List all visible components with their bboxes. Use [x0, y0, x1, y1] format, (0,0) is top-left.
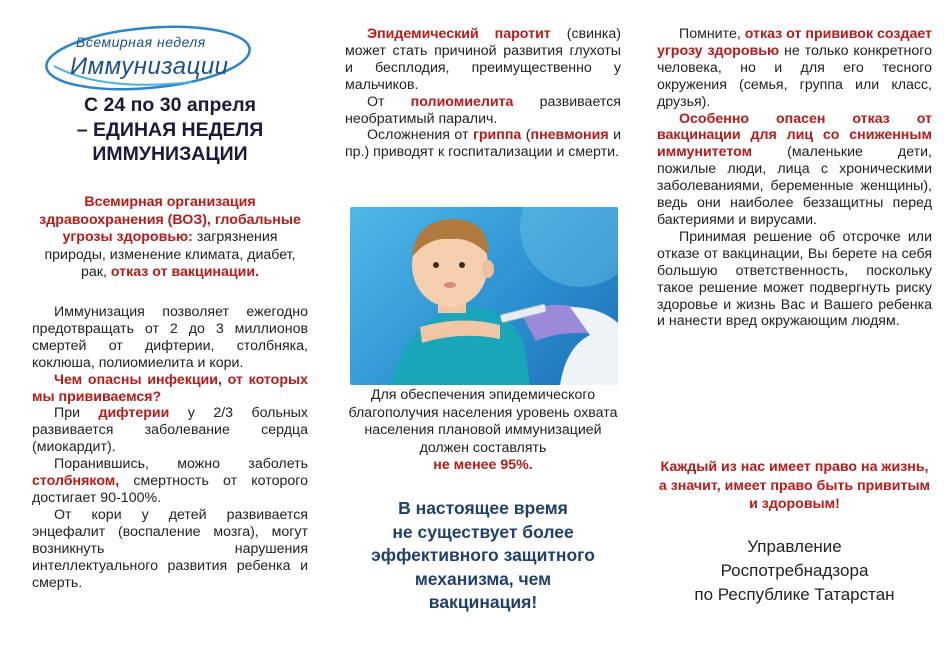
title-line-2: – ЕДИНАЯ НЕДЕЛЯ: [76, 118, 264, 141]
who-threats-heading: Всемирная организация здравоохранения (ВОЗ), глобальные угрозы здоровью:: [39, 194, 301, 245]
flu-highlight: гриппа: [472, 127, 522, 144]
right-to-health-statement: Каждый из нас имеет право на жизнь, а значит, имеет право быть привитым и здоровым!: [658, 459, 931, 512]
coverage-caption-text: Для обеспечения эпидемического благополучия населения уровень охвата населения плановой иммунизацией должен составлять: [348, 387, 618, 456]
refusal-threat-paragraph: [657, 26, 932, 111]
polio-highlight: полиомиелита: [410, 93, 514, 110]
issuer-line-3: по Республике Татарстан: [694, 585, 895, 604]
vaccine-refusal-highlight: отказ от вакцинации: [110, 264, 256, 280]
flu-paren: (: [521, 127, 531, 144]
pneumonia-highlight: пневмония: [530, 127, 609, 144]
right-body: [657, 26, 932, 330]
vaccination-slogan: [345, 497, 621, 615]
diphtheria-paragraph: [32, 405, 308, 456]
middle-body: [345, 26, 621, 161]
diphtheria-text: у 2/3 больных развивается заболевание сердца (миокардит).: [32, 405, 308, 456]
flu-paragraph: [345, 127, 621, 161]
slogan-line-4: механизма, чем: [414, 568, 552, 589]
title-line-3: ИММУНИЗАЦИИ: [92, 143, 248, 165]
refusal-threat-highlight: отказ от прививок создает угрозу здоровью: [657, 26, 932, 59]
left-body: [32, 304, 308, 591]
tetanus-text: смертность от которого достигает 90-100%.: [32, 473, 308, 506]
diphtheria-highlight: дифтерии: [98, 405, 170, 422]
diphtheria-prefix: При: [54, 405, 99, 422]
responsibility-paragraph: Принимая решение об отсрочке или отказе от вакцинации, Вы берете на себя большую ответственность, поскольку такое решение может подвергнуть риску здоровье и жизнь Вас и Вашего ребенка и нанести вред окружающим людям.: [657, 228, 932, 330]
who-threats-paragraph: [32, 194, 308, 282]
who-threats-list: загрязнения природы, изменение климата, диабет, рак,: [44, 229, 296, 280]
tetanus-prefix: Поранившись, можно заболеть: [54, 456, 308, 473]
polio-text: развивается необратимый паралич.: [345, 93, 621, 127]
weak-immunity-text: (маленькие дети, пожилые люди, лица с хроническими заболеваниями, беременные женщины), ведь они наиболее беззащитны перед бактериями и вирусами.: [657, 144, 932, 228]
slogan-line-5: вакцинация!: [428, 592, 538, 612]
vaccination-photo: [350, 207, 618, 385]
issuer-signature: [657, 535, 932, 607]
weak-immunity-highlight: Особенно опасен отказ от вакцинации для лиц со сниженным иммунитетом: [657, 110, 932, 161]
flu-text: и пр.) приводят к госпитализации и смерти.: [345, 127, 621, 161]
coverage-percent-highlight: не менее 95%.: [433, 457, 533, 474]
slogan-line-1: В настоящее время: [398, 498, 568, 518]
polio-paragraph: [345, 94, 621, 128]
weak-immunity-paragraph: [657, 111, 932, 229]
title-line-1: С 24 по 30 апреля: [84, 94, 256, 116]
polio-prefix: От: [367, 93, 411, 110]
infection-danger-question: Чем опасны инфекции, от которых мы прививаемся?: [32, 371, 308, 405]
child-vaccination-illustration: [350, 207, 618, 385]
tetanus-paragraph: [32, 456, 308, 507]
slogan-line-3: эффективного защитного: [371, 545, 595, 565]
logo-text-main: Иммунизации: [70, 53, 229, 80]
slogan-line-2: не существует более: [392, 521, 574, 542]
tetanus-highlight: столбняком,: [32, 473, 120, 490]
immunization-benefit-paragraph: Иммунизация позволяет ежегодно предотвращать от 2 до 3 миллионов смертей от дифтерии, столбняка, коклюша, полиомиелита и кори.: [32, 304, 308, 371]
mumps-paragraph: [345, 26, 621, 94]
logo-text-top: Всемирная неделя: [76, 34, 206, 50]
middle-column: [345, 0, 621, 645]
flu-prefix: Осложнения от: [367, 127, 473, 144]
right-column: [657, 0, 932, 645]
left-column: [32, 0, 308, 645]
mumps-text: (свинка) может стать причиной развития глухоты и бесплодия, преимущественно у мальчиков.: [345, 26, 621, 93]
issuer-line-1: Управление: [747, 537, 842, 556]
refusal-threat-prefix: Помните,: [679, 26, 745, 42]
page-title: [32, 93, 308, 167]
coverage-caption: [345, 387, 621, 475]
measles-paragraph: От кори у детей развивается энцефалит (воспаление мозга), могут возникнуть нарушения интеллектуального развития ребенка и смерть.: [32, 506, 308, 591]
who-threats-period: .: [255, 264, 260, 280]
mumps-highlight: Эпидемический паротит: [367, 26, 551, 42]
refusal-threat-text: не только конкретного человека, но и для его тесного окружения (семья, группа или класс, друзья).: [657, 42, 932, 110]
issuer-line-2: Роспотребнадзора: [720, 561, 869, 580]
